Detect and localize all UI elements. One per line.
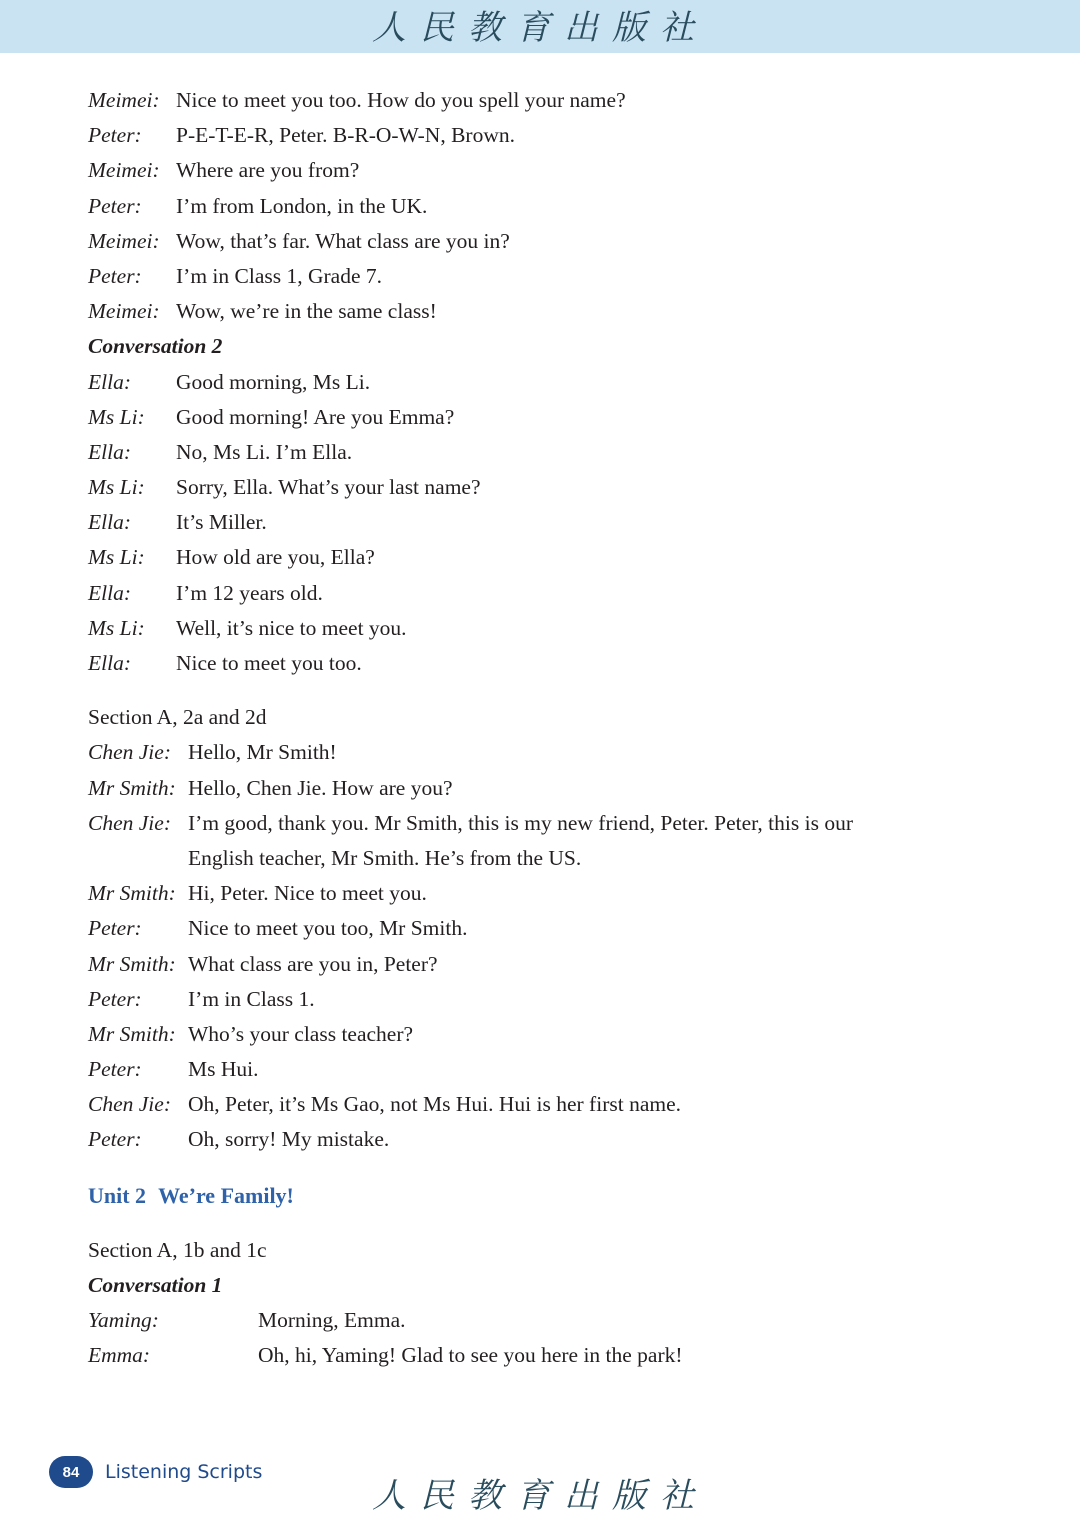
dialogue-line [88, 646, 1048, 681]
unit-number: Unit 2 [88, 1182, 147, 1208]
script-content [88, 83, 1048, 1373]
dialogue-text: Oh, hi, Yaming! Glad to see you here in the park! [258, 1343, 683, 1368]
dialogue-line [88, 540, 1048, 575]
dialogue-text: Oh, sorry! My mistake. [188, 1127, 390, 1152]
section-title-1b-1c: Section A, 1b and 1c [88, 1237, 267, 1262]
dialogue-line [88, 911, 1048, 946]
dialogue-line [88, 1052, 1048, 1087]
speaker-name: Mr Smith: [88, 1021, 176, 1046]
dialogue-line [88, 224, 1048, 259]
speaker-name: Ms Li: [88, 545, 145, 570]
dialogue-line [88, 435, 1048, 470]
publisher-logo-bottom: 人民教育出版社 [372, 1476, 708, 1516]
speaker-name: Peter: [88, 193, 142, 218]
dialogue-text: Good morning! Are you Emma? [176, 404, 455, 429]
section-1b-1c-dialogue [88, 1303, 1048, 1373]
dialogue-line [88, 1303, 1048, 1338]
speaker-name: Emma: [88, 1343, 151, 1368]
dialogue-text: Nice to meet you too, Mr Smith. [188, 916, 468, 941]
speaker-name: Ms Li: [88, 404, 145, 429]
speaker-name: Meimei: [88, 158, 160, 183]
speaker-name: Peter: [88, 123, 142, 148]
dialogue-line [88, 1122, 1048, 1157]
speaker-name: Ella: [88, 651, 131, 675]
dialogue-text: Good morning, Ms Li. [176, 369, 371, 394]
unit-heading [88, 1178, 1048, 1213]
dialogue-text: Sorry, Ella. What’s your last name? [176, 475, 481, 500]
dialogue-text: Hello, Mr Smith! [188, 740, 337, 765]
speaker-name: Ms Li: [88, 475, 145, 500]
dialogue-text: Nice to meet you too. [176, 651, 362, 675]
speaker-name: Ella: [88, 439, 131, 464]
speaker-name: Ella: [88, 369, 131, 394]
section-2a-2d-dialogue [88, 735, 1048, 1157]
speaker-name: Mr Smith: [88, 951, 176, 976]
dialogue-text: No, Ms Li. I’m Ella. [176, 439, 353, 464]
dialogue-text: Wow, we’re in the same class! [176, 299, 437, 324]
speaker-name: Meimei: [88, 88, 160, 112]
dialogue-text: Hello, Chen Jie. How are you? [188, 775, 453, 800]
speaker-name: Mr Smith: [88, 881, 176, 906]
dialogue-text: Nice to meet you too. How do you spell your name? [176, 88, 626, 112]
speaker-name: Peter: [88, 1057, 142, 1082]
unit-title: We’re Family! [158, 1182, 294, 1208]
dialogue-text: Who’s your class teacher? [188, 1021, 414, 1046]
dialogue-text: I’m from London, in the UK. [176, 193, 428, 218]
dialogue-text: I’m in Class 1. [188, 986, 315, 1011]
page-number-badge: 84 [49, 1456, 93, 1488]
dialogue-text: How old are you, Ella? [176, 545, 375, 570]
dialogue-text: English teacher, Mr Smith. He’s from the US. [188, 845, 582, 870]
section-title-2a-2d: Section A, 2a and 2d [88, 705, 267, 730]
dialogue-line [88, 611, 1048, 646]
dialogue-line [88, 118, 1048, 153]
dialogue-line [88, 576, 1048, 611]
dialogue-text: Ms Hui. [188, 1057, 259, 1082]
dialogue-line [88, 505, 1048, 540]
speaker-name: Meimei: [88, 299, 160, 324]
dialogue-text: Where are you from? [176, 158, 360, 183]
dialogue-line [88, 771, 1048, 806]
dialogue-text: Well, it’s nice to meet you. [176, 615, 407, 640]
dialogue-line [88, 1338, 1048, 1373]
dialogue-line [88, 470, 1048, 505]
conversation-2-title: Conversation 2 [88, 334, 223, 359]
dialogue-line [88, 294, 1048, 329]
dialogue-text: Wow, that’s far. What class are you in? [176, 228, 510, 253]
dialogue-text: I’m in Class 1, Grade 7. [176, 263, 383, 288]
speaker-name: Ella: [88, 580, 131, 605]
speaker-name: Yaming: [88, 1308, 159, 1332]
speaker-name: Chen Jie: [88, 740, 171, 765]
footer-section-label: Listening Scripts [105, 1461, 263, 1483]
dialogue-line [88, 982, 1048, 1017]
dialogue-line [88, 83, 1048, 118]
speaker-name: Peter: [88, 263, 142, 288]
dialogue-text: Hi, Peter. Nice to meet you. [188, 881, 427, 906]
dialogue-text: Morning, Emma. [258, 1308, 406, 1332]
dialogue-line-continued [88, 841, 1048, 876]
conversation-1-continued [88, 83, 1048, 681]
dialogue-line [88, 365, 1048, 400]
speaker-name: Peter: [88, 1127, 142, 1152]
publisher-logo-top: 人民教育出版社 [372, 8, 708, 48]
dialogue-text: It’s Miller. [176, 510, 267, 535]
dialogue-text: I’m good, thank you. Mr Smith, this is my new friend, Peter. Peter, this is our [188, 810, 853, 835]
conversation-1-title: Conversation 1 [88, 1272, 223, 1297]
dialogue-text: Oh, Peter, it’s Ms Gao, not Ms Hui. Hui is her first name. [188, 1092, 681, 1117]
dialogue-line [88, 806, 1048, 841]
dialogue-line [88, 735, 1048, 770]
speaker-name: Peter: [88, 986, 142, 1011]
dialogue-line [88, 1017, 1048, 1052]
dialogue-line [88, 153, 1048, 188]
dialogue-line [88, 947, 1048, 982]
speaker-name: Ella: [88, 510, 131, 535]
dialogue-text: I’m 12 years old. [176, 580, 323, 605]
dialogue-line [88, 400, 1048, 435]
speaker-name: Mr Smith: [88, 775, 176, 800]
dialogue-text: What class are you in, Peter? [188, 951, 438, 976]
dialogue-line [88, 189, 1048, 224]
speaker-name: Peter: [88, 916, 142, 941]
speaker-name: Chen Jie: [88, 810, 171, 835]
dialogue-line [88, 876, 1048, 911]
speaker-name: Meimei: [88, 228, 160, 253]
dialogue-text: P-E-T-E-R, Peter. B-R-O-W-N, Brown. [176, 123, 515, 148]
speaker-name: Chen Jie: [88, 1092, 171, 1117]
dialogue-line [88, 259, 1048, 294]
dialogue-line [88, 1087, 1048, 1122]
speaker-name: Ms Li: [88, 615, 145, 640]
